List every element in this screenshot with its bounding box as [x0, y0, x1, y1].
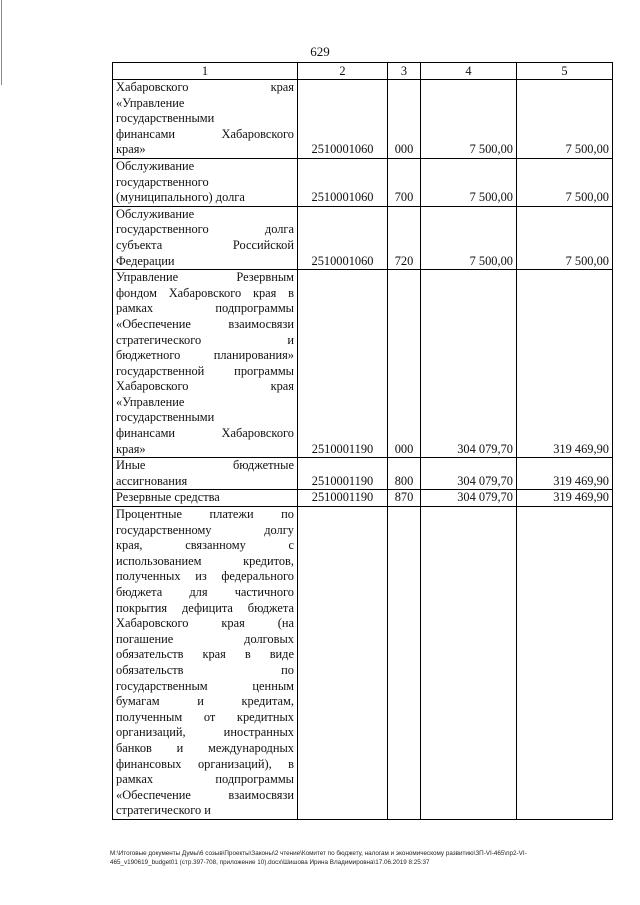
row-target-code: 2510001060	[298, 158, 388, 206]
description-line: Иные бюджетные	[116, 458, 294, 473]
row-description	[113, 206, 298, 269]
row-description	[113, 80, 298, 159]
row-amount-col4: 7 500,00	[421, 206, 517, 269]
description-line: государственному долгу	[116, 522, 294, 537]
description-line: Процентные платежи по	[116, 507, 294, 522]
row-target-code: 2510001190	[298, 490, 388, 507]
description-line: «Управление	[116, 394, 185, 409]
row-amount-col5: 7 500,00	[517, 158, 613, 206]
description-line: государственной программы	[116, 363, 294, 378]
row-target-code: 2510001060	[298, 206, 388, 269]
description-line: использованием кредитов,	[116, 553, 294, 568]
description-line: Хабаровского края	[116, 379, 294, 394]
description-line: государственного долга	[116, 222, 294, 237]
description-line: полученных из федерального	[116, 569, 294, 584]
row-expense-type: 720	[388, 206, 421, 269]
header-col-2: 2	[298, 63, 388, 80]
row-amount-col4: 304 079,70	[421, 270, 517, 458]
row-amount-col5	[517, 507, 613, 820]
description-line: стратегического и	[116, 803, 211, 818]
header-col-5: 5	[517, 63, 613, 80]
row-amount-col5: 319 469,90	[517, 490, 613, 507]
header-col-3: 3	[388, 63, 421, 80]
description-line: края, связанному с	[116, 538, 294, 553]
description-line: края»	[116, 142, 146, 157]
header-row	[113, 63, 613, 80]
description-line: «Обеспечение взаимосвязи	[116, 787, 294, 802]
row-amount-col5: 7 500,00	[517, 80, 613, 159]
description-line: Управление Резервным	[116, 270, 294, 285]
description-line: покрытия дефицита бюджета	[116, 600, 294, 615]
row-amount-col4: 7 500,00	[421, 158, 517, 206]
description-line: рамках подпрограммы	[116, 301, 294, 316]
description-line: финансами Хабаровского	[116, 126, 294, 141]
row-amount-col5: 319 469,90	[517, 458, 613, 490]
description-line: погашение долговых	[116, 631, 294, 646]
description-line: «Обеспечение взаимосвязи	[116, 316, 294, 331]
footer-path-line-1: М:\Итоговые документы Думы\6 созыв\Проекты\Законы\2 чтение\Комитет по бюджету, налогам и экономическому развитию\ЗП-VI-465\пр2-VI-	[110, 850, 527, 857]
table-row	[113, 507, 613, 820]
row-amount-col4	[421, 507, 517, 820]
row-amount-col4: 304 079,70	[421, 490, 517, 507]
header-col-4: 4	[421, 63, 517, 80]
description-line: Обслуживание	[116, 206, 195, 221]
description-line: государственными	[116, 111, 215, 126]
left-margin-mark	[1, 0, 2, 85]
header-col-1: 1	[113, 63, 298, 80]
description-line: финансами Хабаровского	[116, 426, 294, 441]
row-description	[113, 158, 298, 206]
description-line: субъекта Российской	[116, 237, 294, 252]
description-line: Хабаровского края	[116, 80, 294, 94]
table-row	[113, 270, 613, 458]
description-line: фондом Хабаровского края в	[116, 285, 294, 300]
row-expense-type: 000	[388, 80, 421, 159]
table-row	[113, 158, 613, 206]
description-line: Федерации	[116, 253, 175, 268]
row-target-code: 2510001190	[298, 270, 388, 458]
page-number: 629	[310, 44, 330, 59]
row-target-code	[298, 507, 388, 820]
description-line: государственного	[116, 174, 209, 189]
description-line: рамках подпрограммы	[116, 772, 294, 787]
description-line: края»	[116, 441, 146, 456]
row-amount-col4: 304 079,70	[421, 458, 517, 490]
row-expense-type: 700	[388, 158, 421, 206]
row-amount-col5: 319 469,90	[517, 270, 613, 458]
row-expense-type: 000	[388, 270, 421, 458]
row-target-code: 2510001190	[298, 458, 388, 490]
row-expense-type: 800	[388, 458, 421, 490]
description-line: бумагам и кредитам,	[116, 694, 294, 709]
description-line: стратегического и	[116, 332, 294, 347]
budget-table	[112, 62, 613, 820]
row-description	[113, 490, 298, 507]
row-amount-col5: 7 500,00	[517, 206, 613, 269]
row-description	[113, 507, 298, 820]
row-expense-type: 870	[388, 490, 421, 507]
table-row	[113, 206, 613, 269]
table-row	[113, 490, 613, 507]
description-line: бюджетного планирования»	[116, 348, 294, 363]
description-line: Хабаровского края (на	[116, 616, 294, 631]
row-amount-col4: 7 500,00	[421, 80, 517, 159]
description-line: финансовых организаций), в	[116, 756, 294, 771]
table-row	[113, 458, 613, 490]
row-description	[113, 270, 298, 458]
description-line: государственными	[116, 410, 215, 425]
row-expense-type	[388, 507, 421, 820]
description-line: государственным ценным	[116, 678, 294, 693]
description-line: бюджета для частичного	[116, 585, 294, 599]
description-line: Обслуживание	[116, 158, 195, 173]
footer-path-line-2: 465_v190619_budget01 (стр.397-708, приложение 10).docx\Шишова Ирина Владимировна\17.06.2019 8:25:37	[110, 859, 430, 866]
document-footer	[110, 849, 615, 867]
description-line: обязательств по	[116, 662, 294, 677]
description-line: полученным от кредитных	[116, 709, 294, 724]
description-line: ассигнования	[116, 473, 188, 488]
row-description	[113, 458, 298, 490]
description-line: Резервные средства	[116, 490, 220, 505]
description-line: (муниципального) долга	[116, 190, 245, 205]
row-target-code: 2510001060	[298, 80, 388, 159]
description-line: организаций, иностранных	[116, 725, 294, 740]
table-row	[113, 80, 613, 159]
description-line: обязательств края в виде	[116, 647, 294, 662]
description-line: банков и международных	[116, 740, 294, 755]
description-line: «Управление	[116, 95, 185, 110]
